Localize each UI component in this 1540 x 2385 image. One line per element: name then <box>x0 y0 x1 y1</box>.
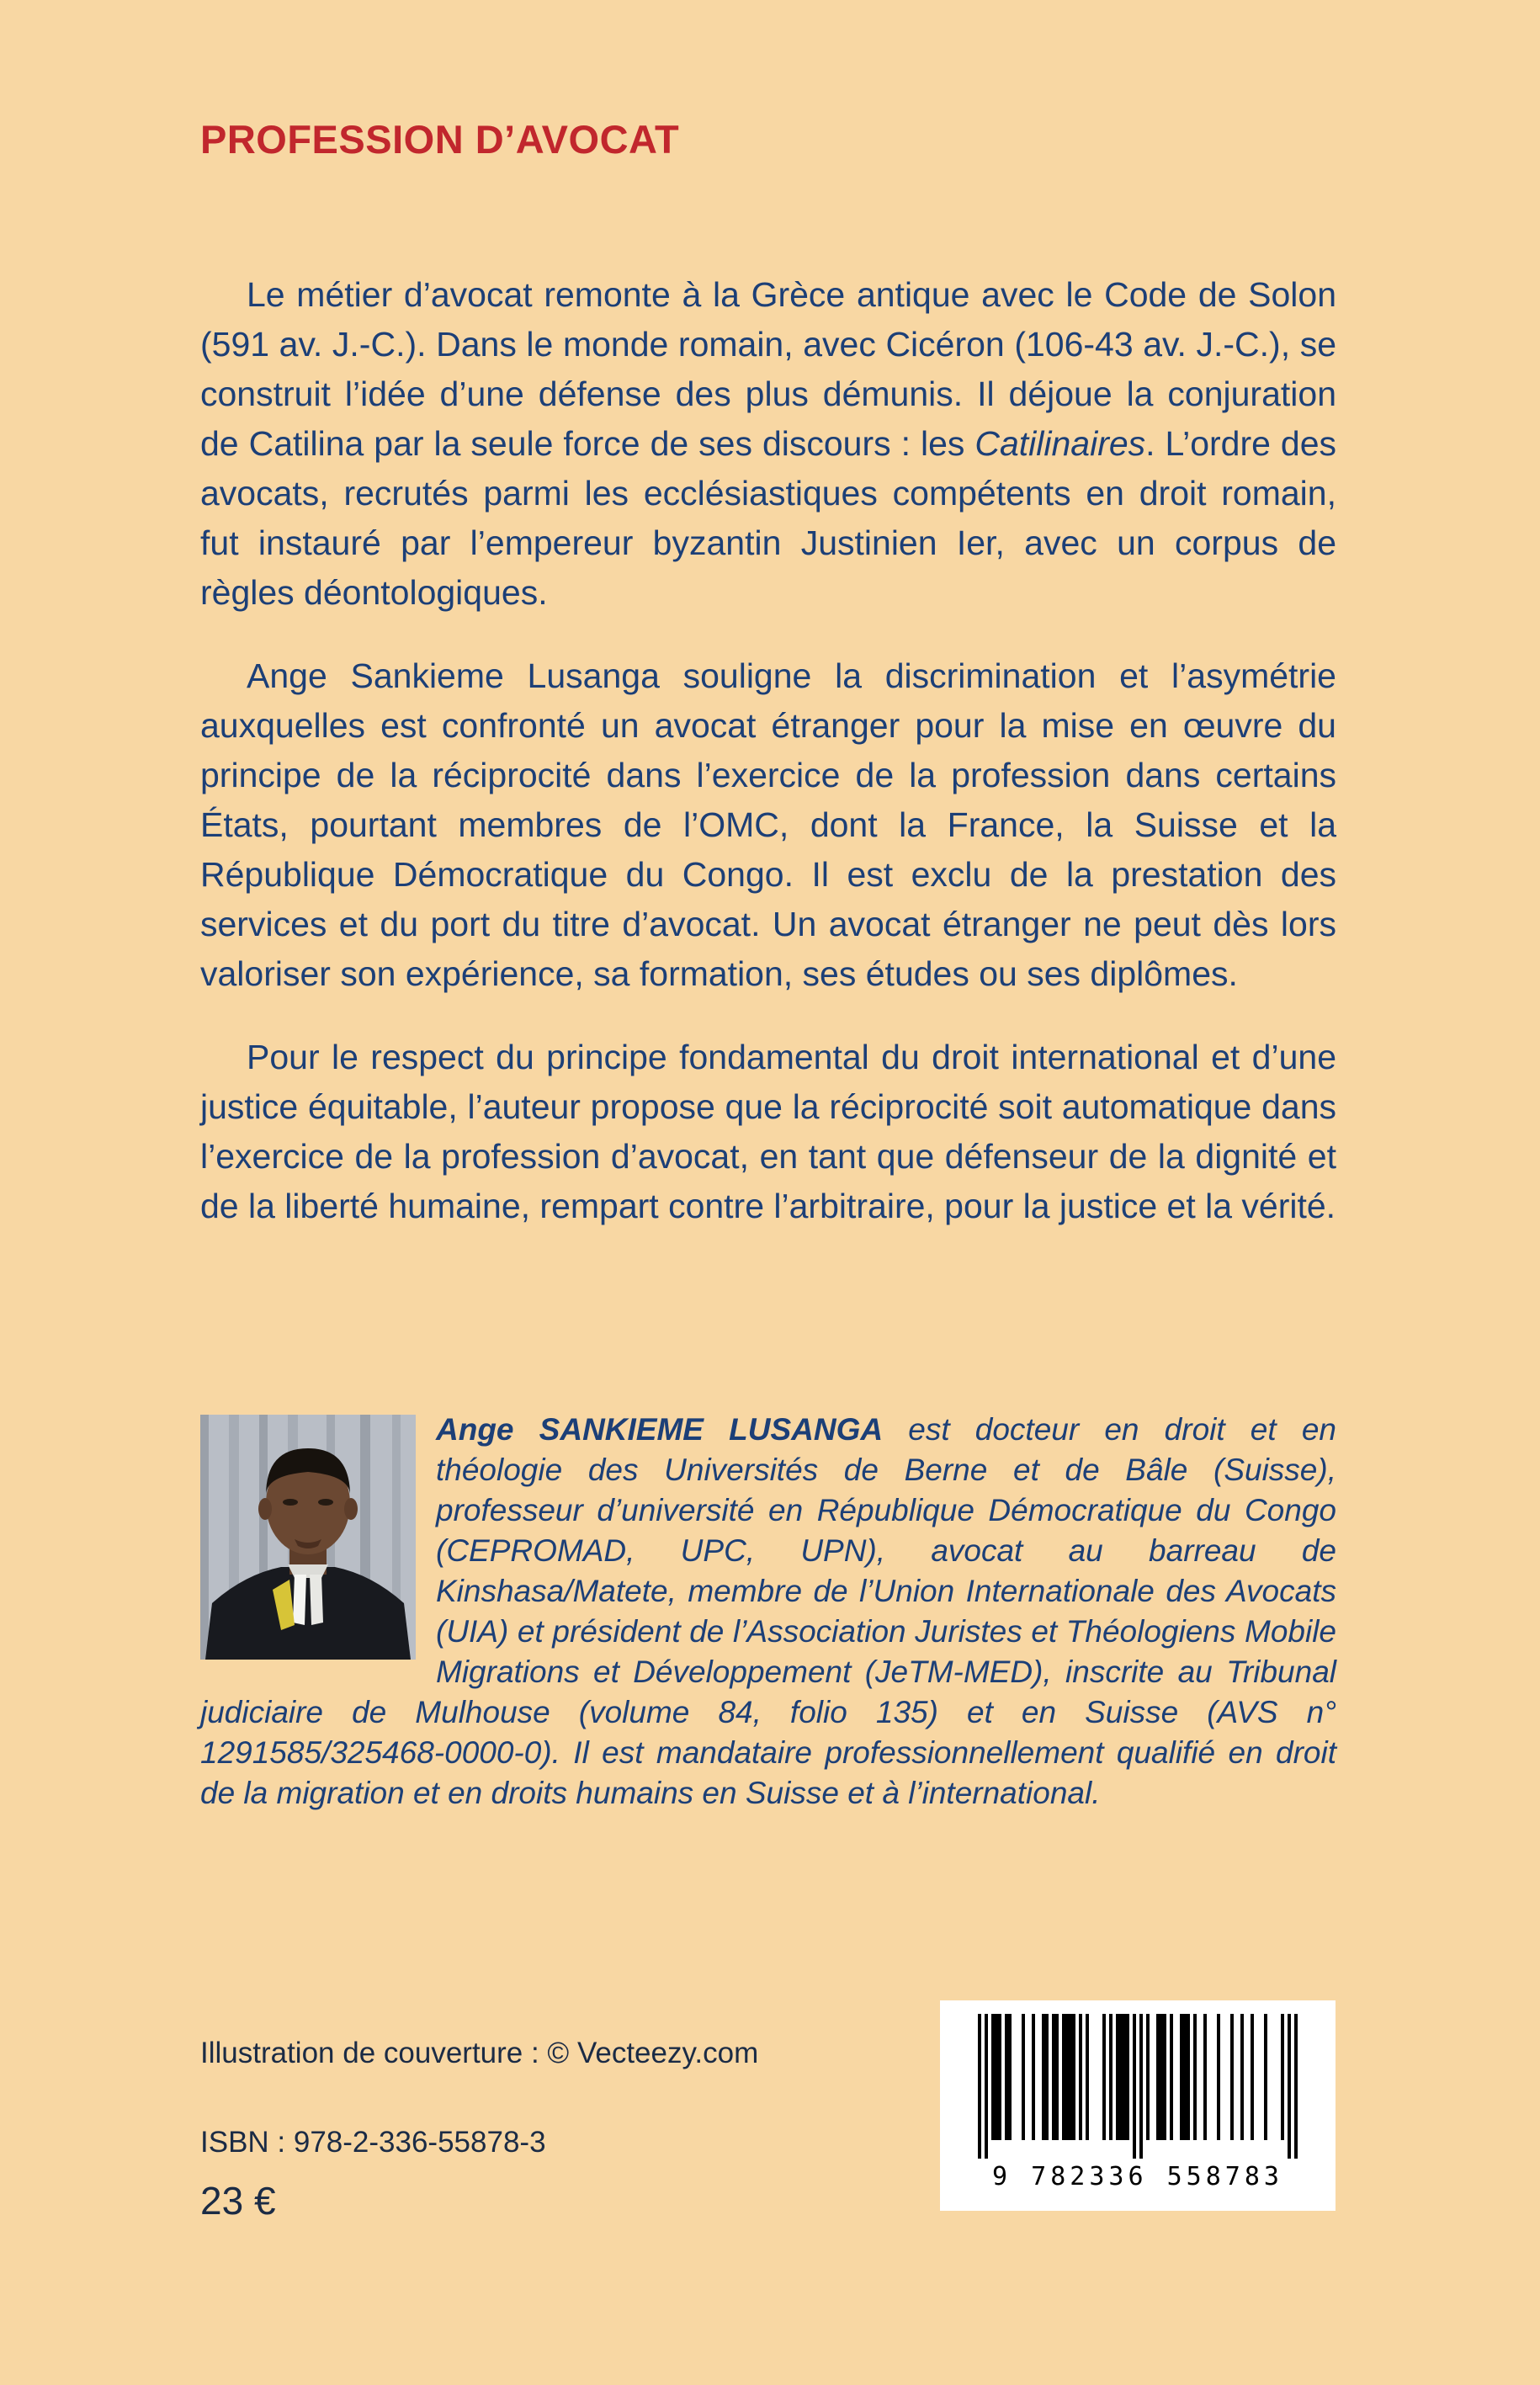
paragraph-proposal: Pour le respect du principe fondamental du droit international et d’une justice équitable, l’auteur propose que la réciprocité soit automatique dans l’exercice de la profession d’avocat, en tant que défenseur de la dignité et de la liberté humaine, rempart contre l’arbitraire, pour la justice et la vérité. <box>200 1038 1336 1225</box>
author-bio-body: est docteur en droit et en théologie des Universités de Berne et de Bâle (Suisse), professeur d’université en République Démocratique du Congo (CEPROMAD, UPC, UPN), avocat au barreau de Kinshasa/Matete, membre de l’Union Internationale des Avocats (UIA) et président de l’Association Juristes et Théologiens Mobile Migrations et Développement (JeTM-MED), inscrite au Tribunal judiciaire de Mulhouse (volume 84, folio 135) et en Suisse (AVS n° 1291585/325468-0000-0). Il est mandataire professionnellement qualifié en droit de la migration et en droits humains en Suisse et à l’international. <box>200 1412 1336 1810</box>
cover-content <box>200 116 1336 1814</box>
paragraph-thesis: Ange Sankieme Lusanga souligne la discrimination et l’asymétrie auxquelles est confronté un avocat étranger pour la mise en œuvre du principe de la réciprocité dans l’exercice de la profession dans certains États, pourtant membres de l’OMC, dont la France, la Suisse et la République Démocratique du Congo. Il est exclu de la prestation des services et du port du titre d’avocat. Un avocat étranger ne peut dès lors valoriser son expérience, sa formation, ses études ou ses diplômes. <box>200 656 1336 993</box>
paragraph-history-text: Le métier d’avocat remonte à la Grèce antique avec le Code de Solon (591 av. J.-C.). Dans le monde romain, avec Cicéron (106-43 av. J.-C.), se construit l’idée d’une défense des plus démunis. Il déjoue la conjuration de Catilina par la seule force de ses discours : les <box>200 275 1336 463</box>
author-portrait-image <box>200 1415 416 1660</box>
isbn-text: ISBN : 978-2-336-55878-3 <box>200 2126 546 2159</box>
paragraph-history <box>200 270 1336 618</box>
book-title-italic: Catilinaires <box>974 424 1146 463</box>
barcode-bars <box>978 2014 1298 2160</box>
barcode <box>940 2000 1336 2211</box>
author-bio <box>200 1410 1336 1814</box>
author-portrait-photo <box>200 1415 416 1660</box>
paragraph-history-text-after: . L’ordre des avocats, recrutés parmi les ecclésiastiques compétents en droit romain, fut instauré par l’empereur byzantin Justinien Ier, avec un corpus de règles déontologiques. <box>200 424 1336 612</box>
back-cover-text <box>200 270 1336 1231</box>
price-text: 23 € <box>200 2179 276 2223</box>
page-title: PROFESSION D’AVOCAT <box>200 117 680 162</box>
author-name: Ange SANKIEME LUSANGA <box>436 1412 884 1447</box>
barcode-number: 9 782336 558783 <box>992 2162 1283 2191</box>
illustration-credit: Illustration de couverture : © Vecteezy.com <box>200 2037 759 2069</box>
